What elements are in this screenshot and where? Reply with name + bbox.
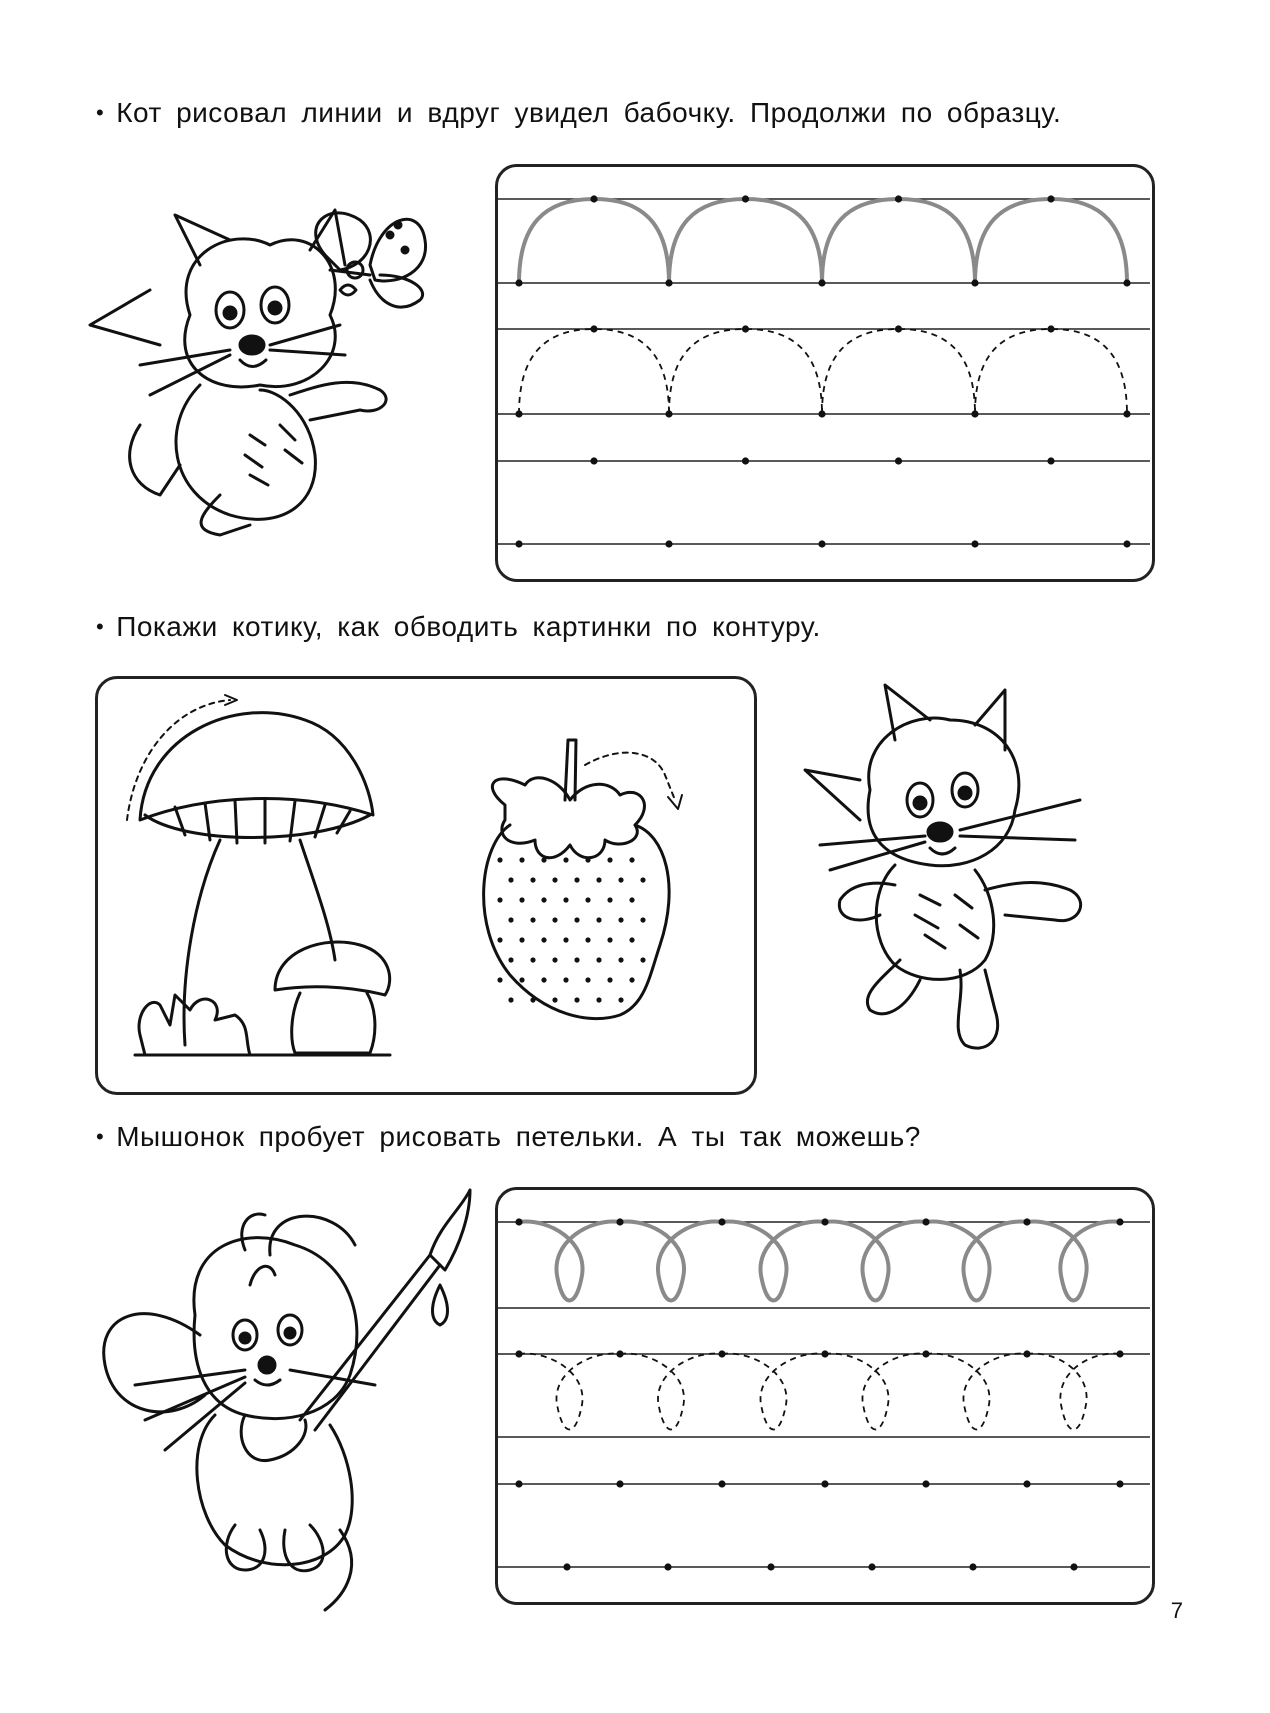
guide-dot <box>1116 1350 1123 1357</box>
bullet: • <box>96 100 105 125</box>
guide-dot <box>664 1563 671 1570</box>
bullet: • <box>96 614 105 639</box>
guide-dot <box>1023 1350 1030 1357</box>
guide-dot <box>1116 1218 1123 1225</box>
sample-loop <box>722 1222 825 1301</box>
dashed-loop <box>825 1354 926 1430</box>
guide-dot <box>616 1218 623 1225</box>
guide-dot <box>1070 1563 1077 1570</box>
guide-dot <box>616 1480 623 1487</box>
bullet: • <box>96 1124 105 1149</box>
dashed-loop <box>519 1354 620 1430</box>
guide-dot <box>718 1350 725 1357</box>
guide-dot <box>515 1350 522 1357</box>
guide-dot <box>922 1480 929 1487</box>
guide-dot <box>718 1218 725 1225</box>
mouse-with-brush-illustration <box>95 1185 475 1615</box>
guide-dot <box>515 1480 522 1487</box>
instruction-text: Мышонок пробует рисовать петельки. А ты так можешь? <box>116 1121 921 1152</box>
guide-dot <box>1023 1218 1030 1225</box>
sample-loop <box>1027 1222 1120 1301</box>
guide-dot <box>1023 1480 1030 1487</box>
instruction-text: Кот рисовал линии и вдруг увидел бабочку. Продолжи по образцу. <box>116 97 1062 128</box>
dashed-loop <box>1027 1354 1120 1430</box>
guide-dot <box>718 1480 725 1487</box>
sample-loop <box>825 1222 926 1301</box>
guide-dot <box>821 1480 828 1487</box>
guide-dot <box>767 1563 774 1570</box>
guide-dot <box>868 1563 875 1570</box>
guide-dot <box>969 1563 976 1570</box>
page-number: 7 <box>1170 1598 1183 1623</box>
dashed-loop <box>620 1354 722 1430</box>
sample-loop <box>926 1222 1027 1301</box>
dashed-loop <box>722 1354 825 1430</box>
guide-dot <box>515 1218 522 1225</box>
instruction-text: Покажи котику, как обводить картинки по контуру. <box>116 611 821 642</box>
sample-loop <box>620 1222 722 1301</box>
guide-dot <box>821 1350 828 1357</box>
guide-dot <box>616 1350 623 1357</box>
guide-dot <box>821 1218 828 1225</box>
guide-dot <box>563 1563 570 1570</box>
guide-dot <box>1116 1480 1123 1487</box>
sample-loop <box>519 1222 620 1301</box>
guide-dot <box>922 1218 929 1225</box>
dashed-loop <box>926 1354 1027 1430</box>
guide-dot <box>922 1350 929 1357</box>
